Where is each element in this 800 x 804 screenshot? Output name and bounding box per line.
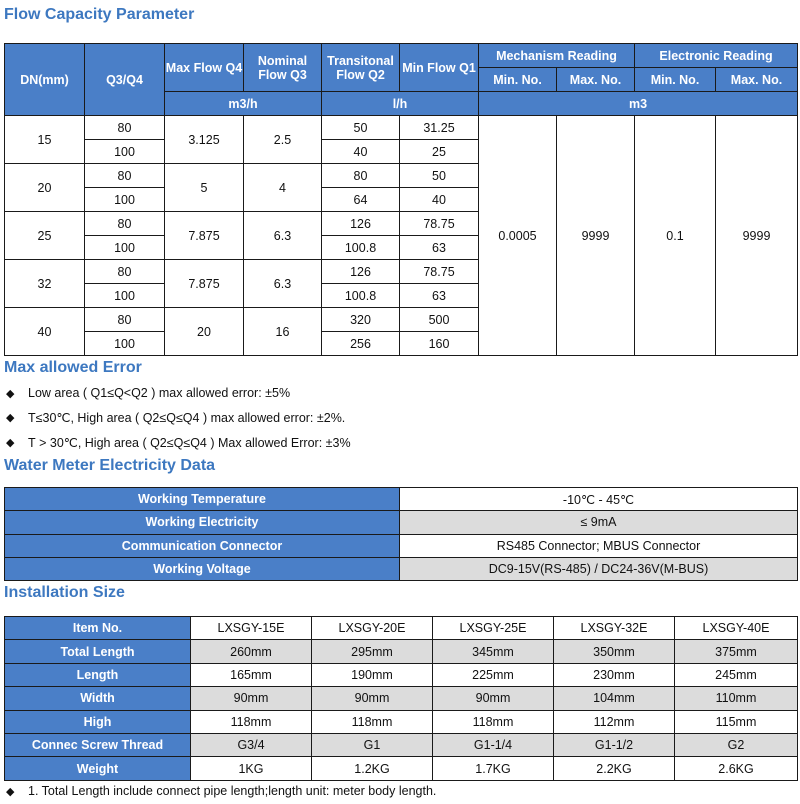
- unit-m3: m3: [479, 92, 798, 116]
- dn-cell: 25: [5, 212, 85, 260]
- mech-max-value: 9999: [557, 116, 635, 356]
- max-flow-cell: 20: [165, 308, 244, 356]
- nominal-flow-header: Nominal Flow Q3: [244, 44, 322, 92]
- max-flow-cell: 7.875: [165, 212, 244, 260]
- model-header: LXSGY-32E: [554, 617, 675, 640]
- table-cell: 112mm: [554, 710, 675, 733]
- q1-cell: 78.75: [400, 260, 479, 284]
- mech-max-header: Max. No.: [557, 68, 635, 92]
- dn-cell: 20: [5, 164, 85, 212]
- dn-cell: 40: [5, 308, 85, 356]
- table-row: [5, 733, 798, 756]
- list-item: [6, 406, 351, 431]
- table-cell: G3/4: [191, 733, 312, 756]
- q3q4-cell: 80: [85, 116, 165, 140]
- q3q4-cell: 80: [85, 164, 165, 188]
- table-cell: 260mm: [191, 640, 312, 663]
- q1-cell: 63: [400, 236, 479, 260]
- list-item: [6, 381, 351, 406]
- table-cell: G2: [675, 733, 798, 756]
- dn-cell: 15: [5, 116, 85, 164]
- table-cell: 225mm: [433, 663, 554, 686]
- mechanism-reading-header: Mechanism Reading: [479, 44, 635, 68]
- table-cell: G1-1/4: [433, 733, 554, 756]
- max-flow-cell: 3.125: [165, 116, 244, 164]
- mech-min-value: 0.0005: [479, 116, 557, 356]
- model-header: LXSGY-20E: [312, 617, 433, 640]
- row-label: Connec Screw Thread: [5, 733, 191, 756]
- table-row: [5, 511, 798, 534]
- table-cell: 245mm: [675, 663, 798, 686]
- q3q4-cell: 100: [85, 188, 165, 212]
- list-item: [6, 430, 351, 455]
- electronic-reading-header: Electronic Reading: [635, 44, 798, 68]
- table-cell: 1KG: [191, 757, 312, 780]
- max-flow-cell: 5: [165, 164, 244, 212]
- table-cell: 104mm: [554, 687, 675, 710]
- table-cell: 118mm: [433, 710, 554, 733]
- model-header: LXSGY-40E: [675, 617, 798, 640]
- table-cell: 350mm: [554, 640, 675, 663]
- error-item-text: Low area ( Q1≤Q<Q2 ) max allowed error: ±5%: [28, 386, 291, 401]
- model-header: LXSGY-15E: [191, 617, 312, 640]
- installation-table: [4, 616, 798, 781]
- q3q4-header: Q3/Q4: [85, 44, 165, 116]
- row-value: -10℃ - 45℃: [400, 488, 798, 511]
- table-cell: G1-1/2: [554, 733, 675, 756]
- table-cell: 375mm: [675, 640, 798, 663]
- nominal-flow-cell: 2.5: [244, 116, 322, 164]
- q2-cell: 126: [322, 260, 400, 284]
- table-cell: 1.7KG: [433, 757, 554, 780]
- table-cell: 90mm: [433, 687, 554, 710]
- diamond-bullet-icon: ◆: [6, 785, 15, 798]
- item-no-header: Item No.: [5, 617, 191, 640]
- row-label: Working Temperature: [5, 488, 400, 511]
- q2-cell: 80: [322, 164, 400, 188]
- row-label: Working Voltage: [5, 557, 400, 580]
- table-cell: 118mm: [191, 710, 312, 733]
- table-cell: 2.2KG: [554, 757, 675, 780]
- row-label: Working Electricity: [5, 511, 400, 534]
- table-cell: 345mm: [433, 640, 554, 663]
- q2-cell: 100.8: [322, 284, 400, 308]
- q3q4-cell: 80: [85, 260, 165, 284]
- row-label: Weight: [5, 757, 191, 780]
- diamond-bullet-icon: ◆: [6, 436, 15, 449]
- table-cell: 90mm: [191, 687, 312, 710]
- max-flow-header: Max Flow Q4: [165, 44, 244, 92]
- q1-cell: 31.25: [400, 116, 479, 140]
- error-list: [6, 381, 351, 455]
- electricity-section-title: Water Meter Electricity Data: [4, 457, 216, 474]
- table-cell: G1: [312, 733, 433, 756]
- q3q4-cell: 80: [85, 308, 165, 332]
- q1-cell: 78.75: [400, 212, 479, 236]
- table-row: [5, 687, 798, 710]
- row-value: DC9-15V(RS-485) / DC24-36V(M-BUS): [400, 557, 798, 580]
- transitional-flow-header: Transitonal Flow Q2: [322, 44, 400, 92]
- installation-section-title: Installation Size: [4, 584, 125, 601]
- elec-min-header: Min. No.: [635, 68, 716, 92]
- row-value: ≤ 9mA: [400, 511, 798, 534]
- row-label: Total Length: [5, 640, 191, 663]
- q3q4-cell: 100: [85, 236, 165, 260]
- nominal-flow-cell: 4: [244, 164, 322, 212]
- q1-cell: 63: [400, 284, 479, 308]
- table-row: [5, 663, 798, 686]
- table-row: [5, 640, 798, 663]
- table-row: [5, 557, 798, 580]
- q2-cell: 126: [322, 212, 400, 236]
- table-cell: 190mm: [312, 663, 433, 686]
- elec-max-value: 9999: [716, 116, 798, 356]
- dn-header: DN(mm): [5, 44, 85, 116]
- diamond-bullet-icon: ◆: [6, 412, 15, 425]
- q2-cell: 256: [322, 332, 400, 356]
- installation-footnote: [6, 784, 436, 798]
- mech-min-header: Min. No.: [479, 68, 557, 92]
- table-row: [5, 488, 798, 511]
- table-cell: 115mm: [675, 710, 798, 733]
- nominal-flow-cell: 6.3: [244, 212, 322, 260]
- nominal-flow-cell: 16: [244, 308, 322, 356]
- table-cell: 165mm: [191, 663, 312, 686]
- table-row: [5, 710, 798, 733]
- q2-cell: 50: [322, 116, 400, 140]
- q1-cell: 25: [400, 140, 479, 164]
- row-label: Width: [5, 687, 191, 710]
- dn-cell: 32: [5, 260, 85, 308]
- table-cell: 110mm: [675, 687, 798, 710]
- model-header: LXSGY-25E: [433, 617, 554, 640]
- flow-capacity-table: [4, 43, 798, 356]
- flow-section-title: Flow Capacity Parameter: [4, 6, 195, 23]
- q2-cell: 100.8: [322, 236, 400, 260]
- table-cell: 118mm: [312, 710, 433, 733]
- row-label: Communication Connector: [5, 534, 400, 557]
- q3q4-cell: 100: [85, 332, 165, 356]
- error-item-text: T≤30℃, High area ( Q2≤Q≤Q4 ) max allowed error: ±2%.: [28, 411, 346, 426]
- electricity-table: [4, 487, 798, 581]
- table-cell: 2.6KG: [675, 757, 798, 780]
- table-cell: 90mm: [312, 687, 433, 710]
- diamond-bullet-icon: ◆: [6, 387, 15, 400]
- nominal-flow-cell: 6.3: [244, 260, 322, 308]
- q3q4-cell: 100: [85, 140, 165, 164]
- unit-lh: l/h: [322, 92, 479, 116]
- elec-max-header: Max. No.: [716, 68, 798, 92]
- error-section-title: Max allowed Error: [4, 359, 142, 376]
- q1-cell: 40: [400, 188, 479, 212]
- q2-cell: 320: [322, 308, 400, 332]
- table-row: [5, 757, 798, 780]
- q3q4-cell: 100: [85, 284, 165, 308]
- elec-min-value: 0.1: [635, 116, 716, 356]
- unit-m3h: m3/h: [165, 92, 322, 116]
- q2-cell: 40: [322, 140, 400, 164]
- row-label: High: [5, 710, 191, 733]
- row-label: Length: [5, 663, 191, 686]
- q2-cell: 64: [322, 188, 400, 212]
- q1-cell: 160: [400, 332, 479, 356]
- q3q4-cell: 80: [85, 212, 165, 236]
- table-cell: 1.2KG: [312, 757, 433, 780]
- max-flow-cell: 7.875: [165, 260, 244, 308]
- table-cell: 295mm: [312, 640, 433, 663]
- table-row: [5, 534, 798, 557]
- min-flow-header: Min Flow Q1: [400, 44, 479, 92]
- q1-cell: 50: [400, 164, 479, 188]
- q1-cell: 500: [400, 308, 479, 332]
- footnote-text: 1. Total Length include connect pipe length;length unit: meter body length.: [28, 784, 437, 798]
- table-cell: 230mm: [554, 663, 675, 686]
- error-item-text: T > 30℃, High area ( Q2≤Q≤Q4 ) Max allowed Error: ±3%: [28, 435, 351, 450]
- table-header-row: [5, 617, 798, 640]
- row-value: RS485 Connector; MBUS Connector: [400, 534, 798, 557]
